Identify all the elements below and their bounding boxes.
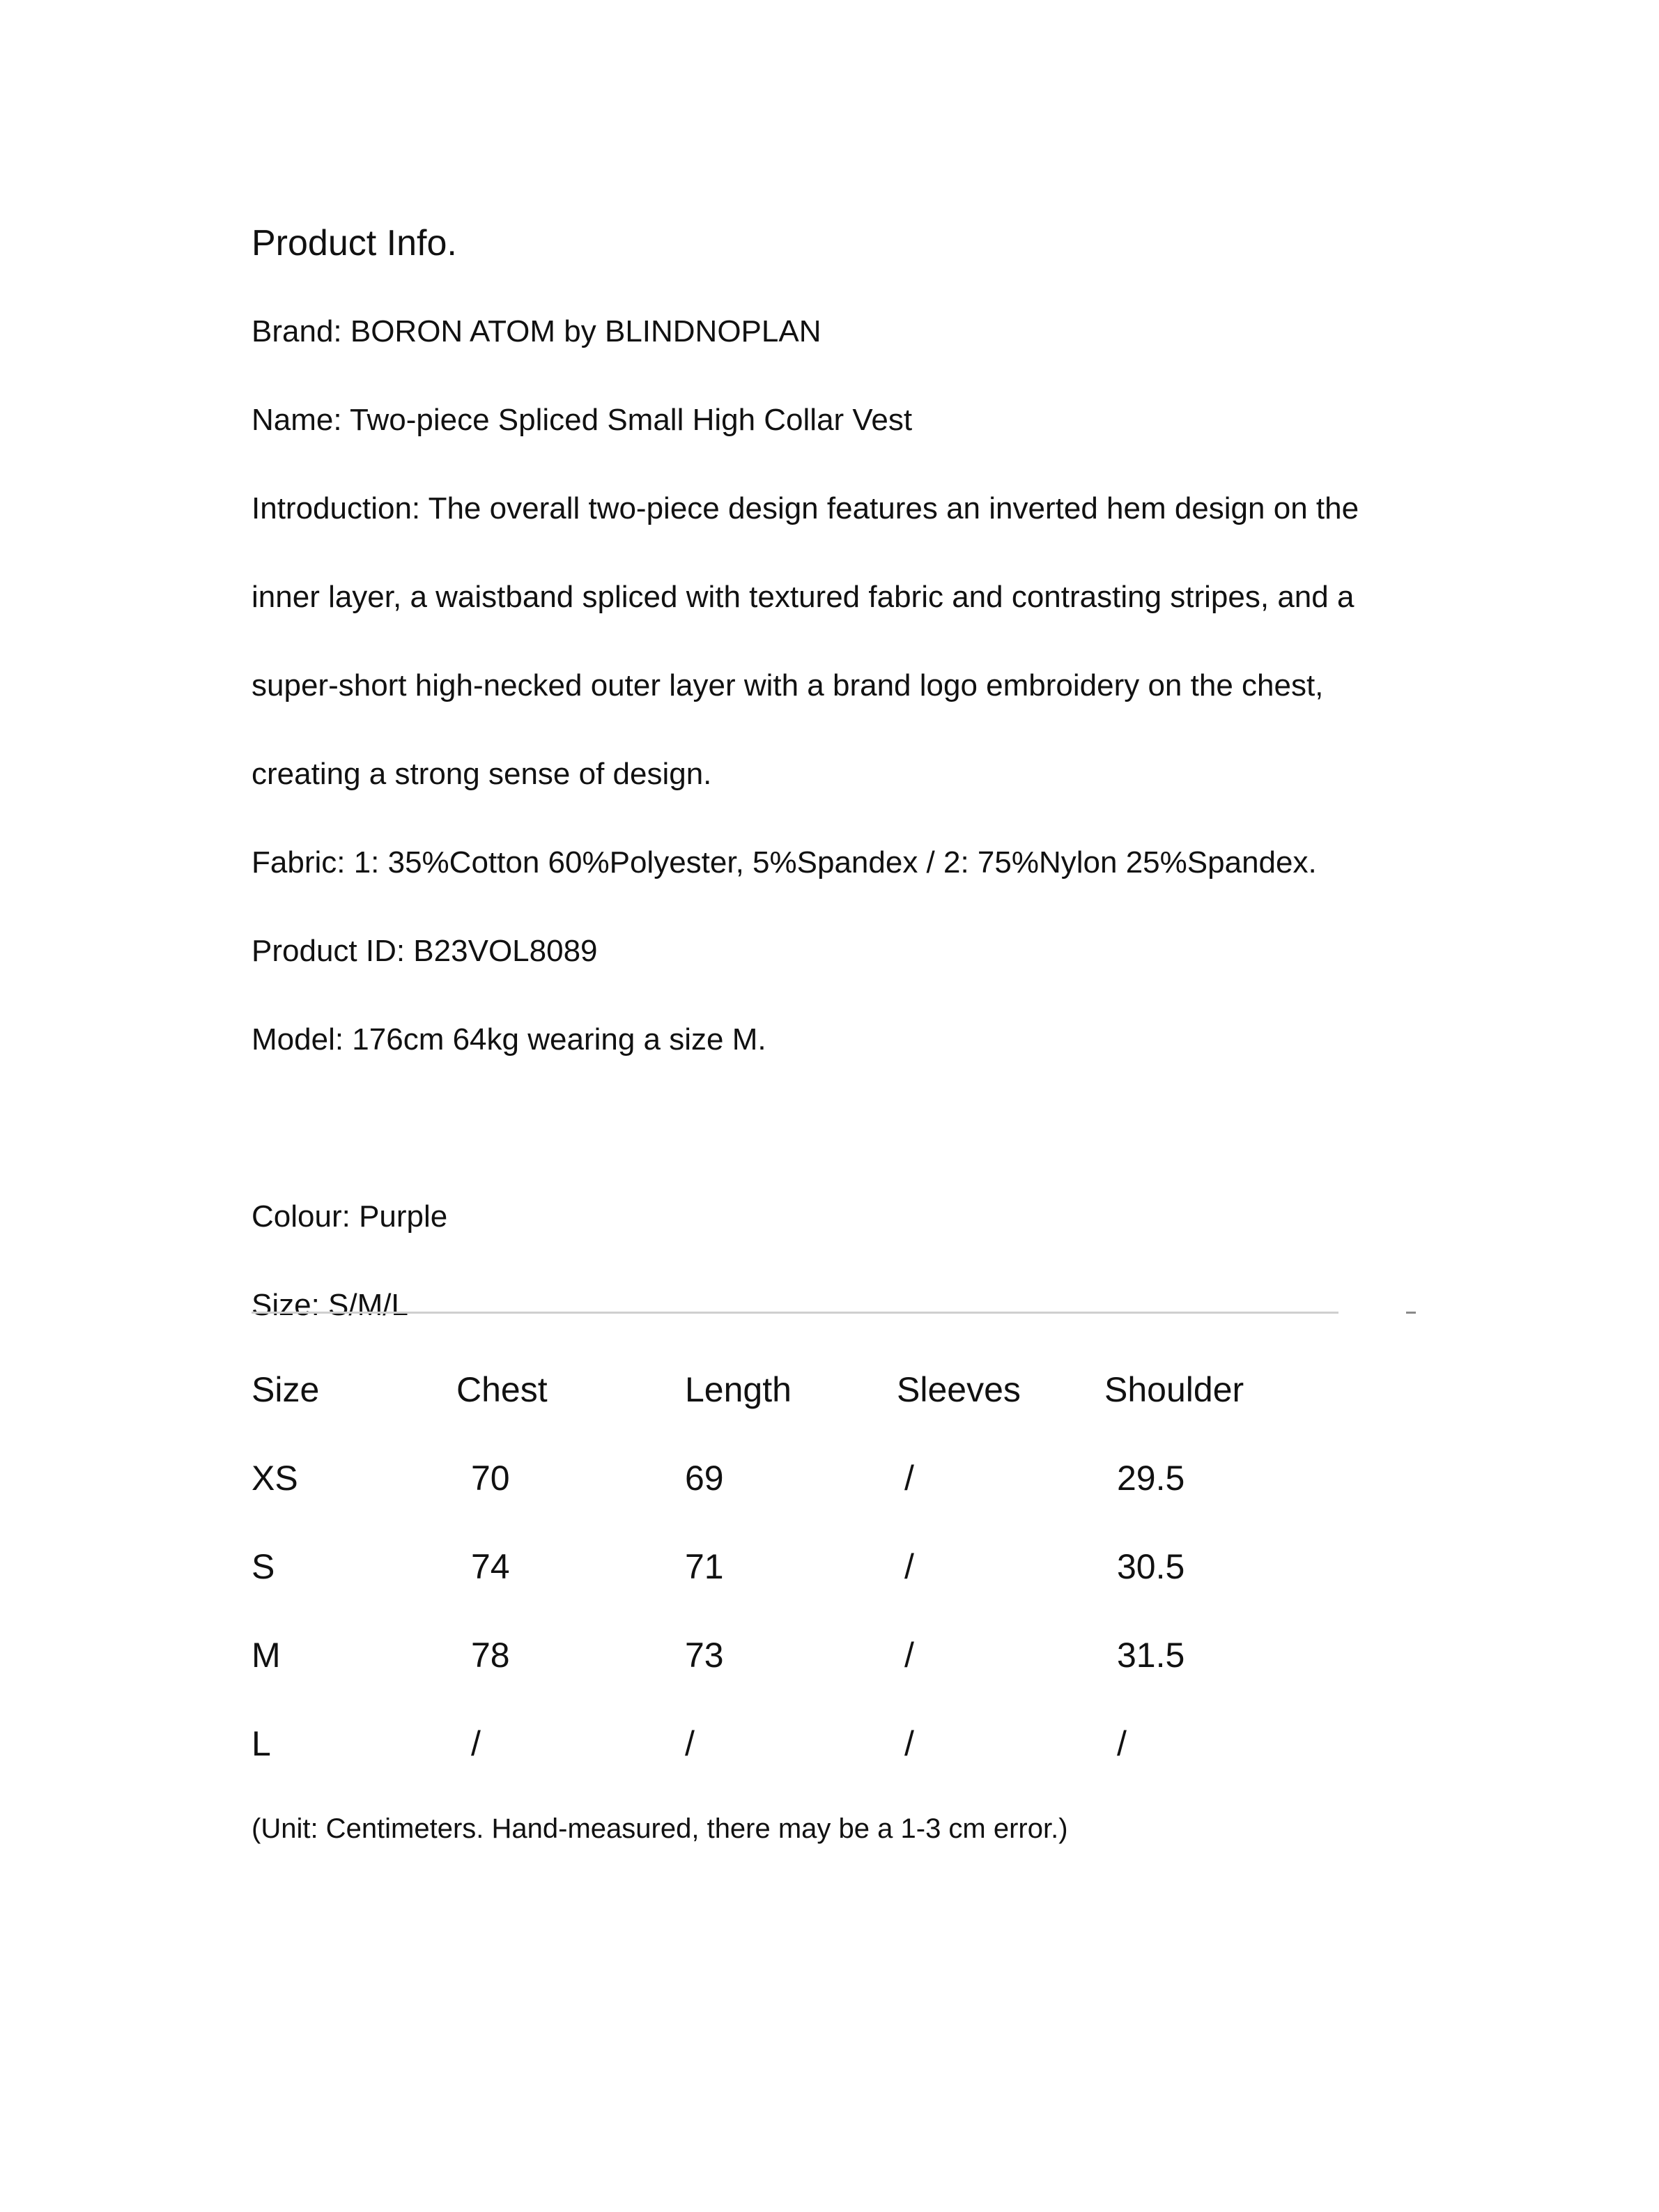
cell-sleeves: / xyxy=(904,1724,914,1763)
brand-line: Brand: BORON ATOM by BLINDNOPLAN xyxy=(252,314,821,348)
header-length: Length xyxy=(685,1370,792,1409)
cell-size: S xyxy=(252,1547,275,1586)
cell-length: 71 xyxy=(685,1547,724,1586)
cell-length: / xyxy=(685,1724,695,1763)
header-size: Size xyxy=(252,1370,320,1409)
header-chest: Chest xyxy=(456,1370,548,1409)
cell-size: L xyxy=(252,1724,271,1763)
name-line: Name: Two-piece Spliced Small High Collar Vest xyxy=(252,403,913,437)
cell-shoulder: 30.5 xyxy=(1117,1547,1185,1586)
introduction-line-3: super-short high-necked outer layer with a brand logo embroidery on the chest, xyxy=(252,668,1324,702)
table-divider xyxy=(252,1312,1338,1314)
fabric-line: Fabric: 1: 35%Cotton 60%Polyester, 5%Spandex / 2: 75%Nylon 25%Spandex. xyxy=(252,845,1317,880)
cell-sleeves: / xyxy=(904,1459,914,1498)
cell-chest: 70 xyxy=(471,1459,510,1498)
introduction-line-1: Introduction: The overall two-piece design features an inverted hem design on the xyxy=(252,491,1359,525)
cell-sleeves: / xyxy=(904,1547,914,1586)
size-options-line: Size: S/M/L xyxy=(252,1288,408,1322)
header-sleeves: Sleeves xyxy=(897,1370,1021,1409)
cell-size: XS xyxy=(252,1459,298,1498)
introduction-line-4: creating a strong sense of design. xyxy=(252,757,712,791)
header-shoulder: Shoulder xyxy=(1104,1370,1244,1409)
introduction-line-2: inner layer, a waistband spliced with textured fabric and contrasting stripes, and a xyxy=(252,580,1355,614)
cell-shoulder: / xyxy=(1117,1724,1127,1763)
cell-shoulder: 31.5 xyxy=(1117,1636,1185,1675)
cell-size: M xyxy=(252,1636,281,1675)
cell-chest: 74 xyxy=(471,1547,510,1586)
page-title: Product Info. xyxy=(252,223,457,263)
divider-tick-mark xyxy=(1406,1312,1416,1314)
measurement-note: (Unit: Centimeters. Hand-measured, there may be a 1-3 cm error.) xyxy=(252,1813,1068,1844)
cell-length: 69 xyxy=(685,1459,724,1498)
cell-length: 73 xyxy=(685,1636,724,1675)
cell-sleeves: / xyxy=(904,1636,914,1675)
cell-shoulder: 29.5 xyxy=(1117,1459,1185,1498)
colour-line: Colour: Purple xyxy=(252,1199,448,1234)
cell-chest: / xyxy=(471,1724,481,1763)
model-line: Model: 176cm 64kg wearing a size M. xyxy=(252,1022,766,1057)
cell-chest: 78 xyxy=(471,1636,510,1675)
product-id-line: Product ID: B23VOL8089 xyxy=(252,934,598,968)
